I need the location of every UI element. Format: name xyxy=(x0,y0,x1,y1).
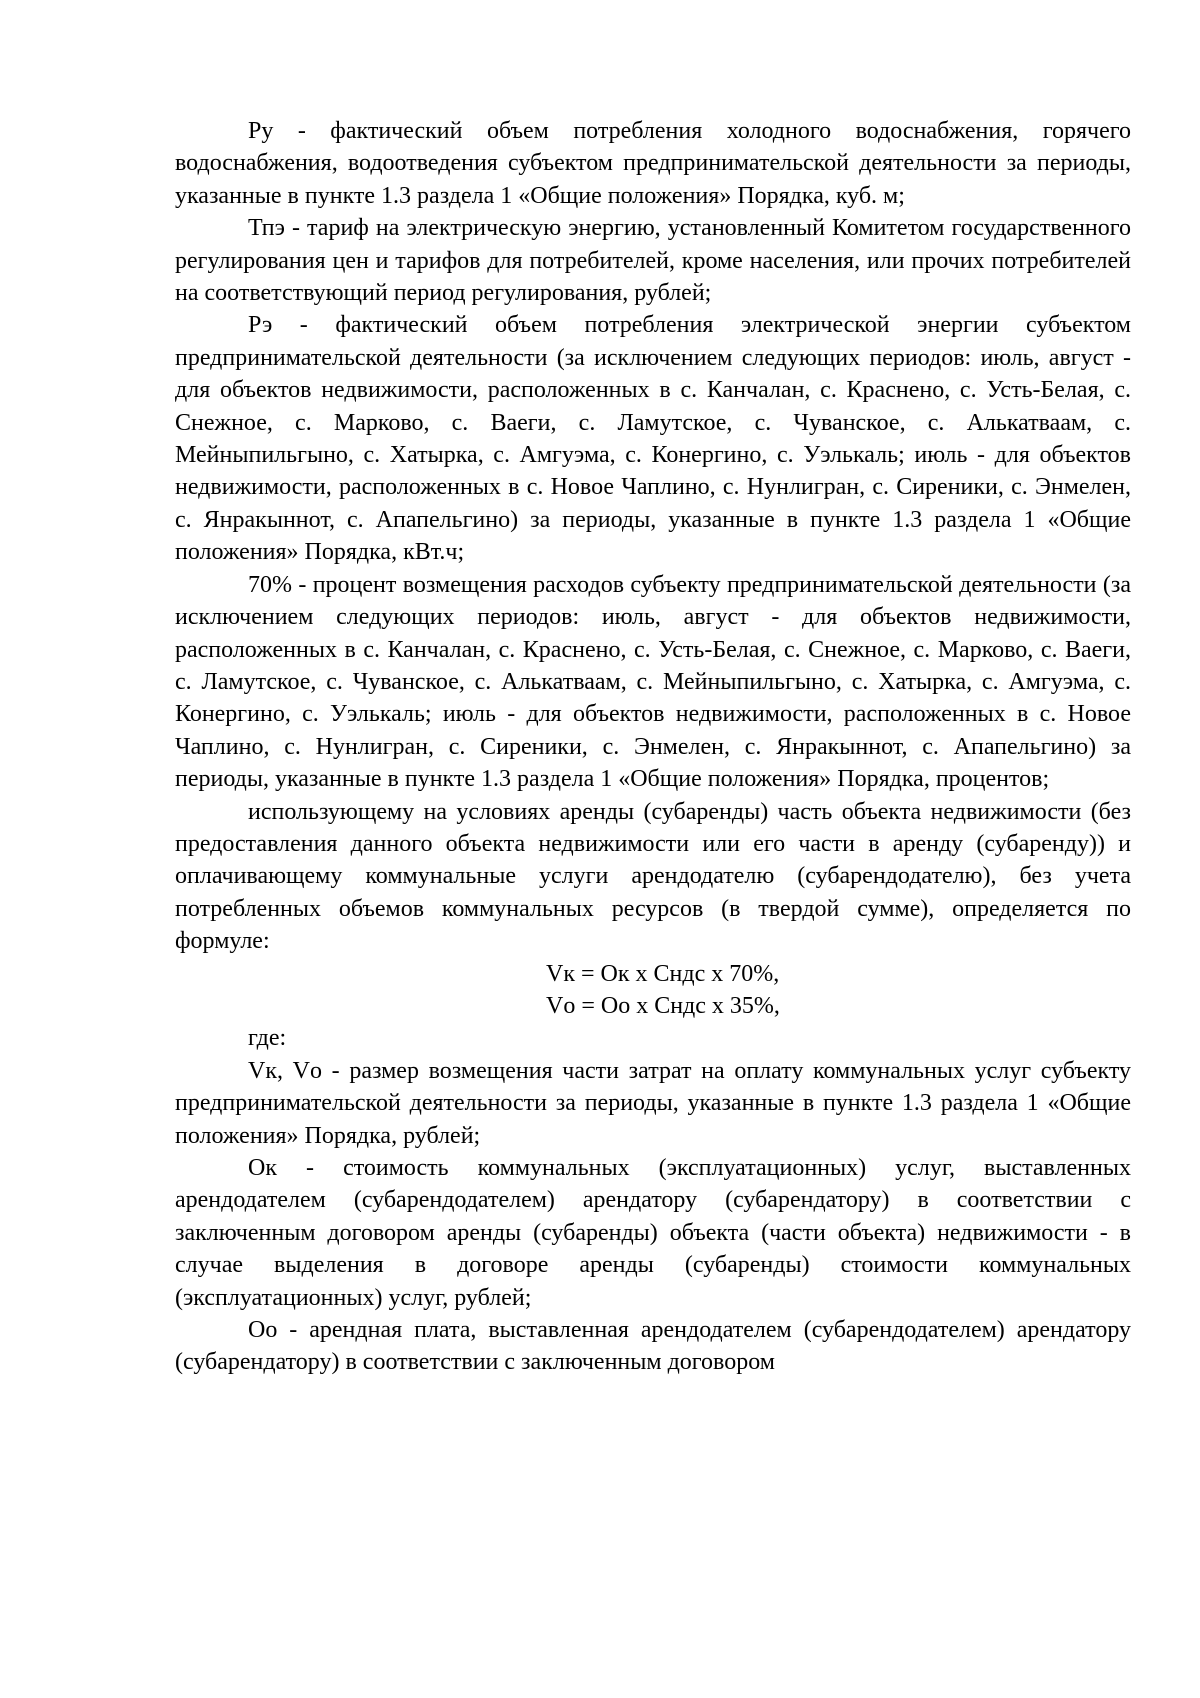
paragraph-tpe-definition: Тпэ - тариф на электрическую энергию, установленный Комитетом государственного регулирования цен и тарифов для потребителей, кроме населения, или прочих потребителей на соответствующий период регулирования, рублей; xyxy=(175,215,1131,307)
paragraph-re-definition: Рэ - фактический объем потребления электрической энергии субъектом предпринимательской деятельности (за исключением следующих периодов: июль, август - для объектов недвижимости, расположенных в с. Канчалан, с. Краснено, с. Усть-Белая, с. Снежное, с. Марково, с. Ваеги, с. Ламутское, с. Чуванское, с. Алькатваам, с. Мейныпильгыно, с. Хатырка, с. Амгуэма, с. Конергино, с. Уэлькаль; июль - для объектов недвижимости, расположенных в с. Новое Чаплино, с. Нунлигран, с. Сиреники, с. Энмелен, с. Янракыннот, с. Апапельгино) за периоды, указанные в пункте 1.3 раздела 1 «Общие положения» Порядка, кВт.ч; xyxy=(175,312,1131,566)
formula-vk: Vк = Ок x Cндс x 70%, xyxy=(546,960,780,987)
formula-vo: Vо = Оо x Cндс x 35%, xyxy=(546,992,780,1019)
paragraph-rent-user-formula-intro: использующему на условиях аренды (субаренды) часть объекта недвижимости (без предоставления данного объекта недвижимости или его части в аренду (субаренду)) и оплачивающему коммунальные услуги арендодателю (субарендодателю), без учета потребленных объемов коммунальных ресурсов (в твердой сумме), определяется по формуле: xyxy=(175,798,1131,955)
paragraph-oo-definition: Оо - арендная плата, выставленная арендодателем (субарендодателем) арендатору (субарендатору) в соответствии с заключенным договором xyxy=(175,1317,1131,1376)
where-label: где: xyxy=(248,1025,287,1052)
paragraph-ru-definition: Ру - фактический объем потребления холодного водоснабжения, горячего водоснабжения, водоотведения субъектом предпринимательской деятельности за периоды, указанные в пункте 1.3 раздела 1 «Общие положения» Порядка, куб. м; xyxy=(175,118,1131,209)
document-page xyxy=(175,115,1131,1379)
paragraph-70-percent-definition: 70% - процент возмещения расходов субъекту предпринимательской деятельности (за исключением следующих периодов: июль, август - для объектов недвижимости, расположенных в с. Канчалан, с. Краснено, с. Усть-Белая, с. Снежное, с. Марково, с. Ваеги, с. Ламутское, с. Чуванское, с. Алькатваам, с. Мейныпильгыно, с. Хатырка, с. Амгуэма, с. Конергино, с. Уэлькаль; июль - для объектов недвижимости, расположенных в с. Новое Чаплино, с. Нунлигран, с. Сиреники, с. Энмелен, с. Янракыннот, с. Апапельгино) за периоды, указанные в пункте 1.3 раздела 1 «Общие положения» Порядка, процентов; xyxy=(175,571,1131,793)
paragraph-ok-definition: Ок - стоимость коммунальных (эксплуатационных) услуг, выставленных арендодателем (субарендодателем) арендатору (субарендатору) в соответствии с заключенным договором аренды (субаренды) объекта (части объекта) недвижимости - в случае выделения в договоре аренды (субаренды) стоимости коммунальных (эксплуатационных) услуг, рублей; xyxy=(175,1155,1131,1311)
paragraph-vk-vo-definition: Vк, Vо - размер возмещения части затрат на оплату коммунальных услуг субъекту предпринимательской деятельности за периоды, указанные в пункте 1.3 раздела 1 «Общие положения» Порядка, рублей; xyxy=(175,1057,1131,1149)
